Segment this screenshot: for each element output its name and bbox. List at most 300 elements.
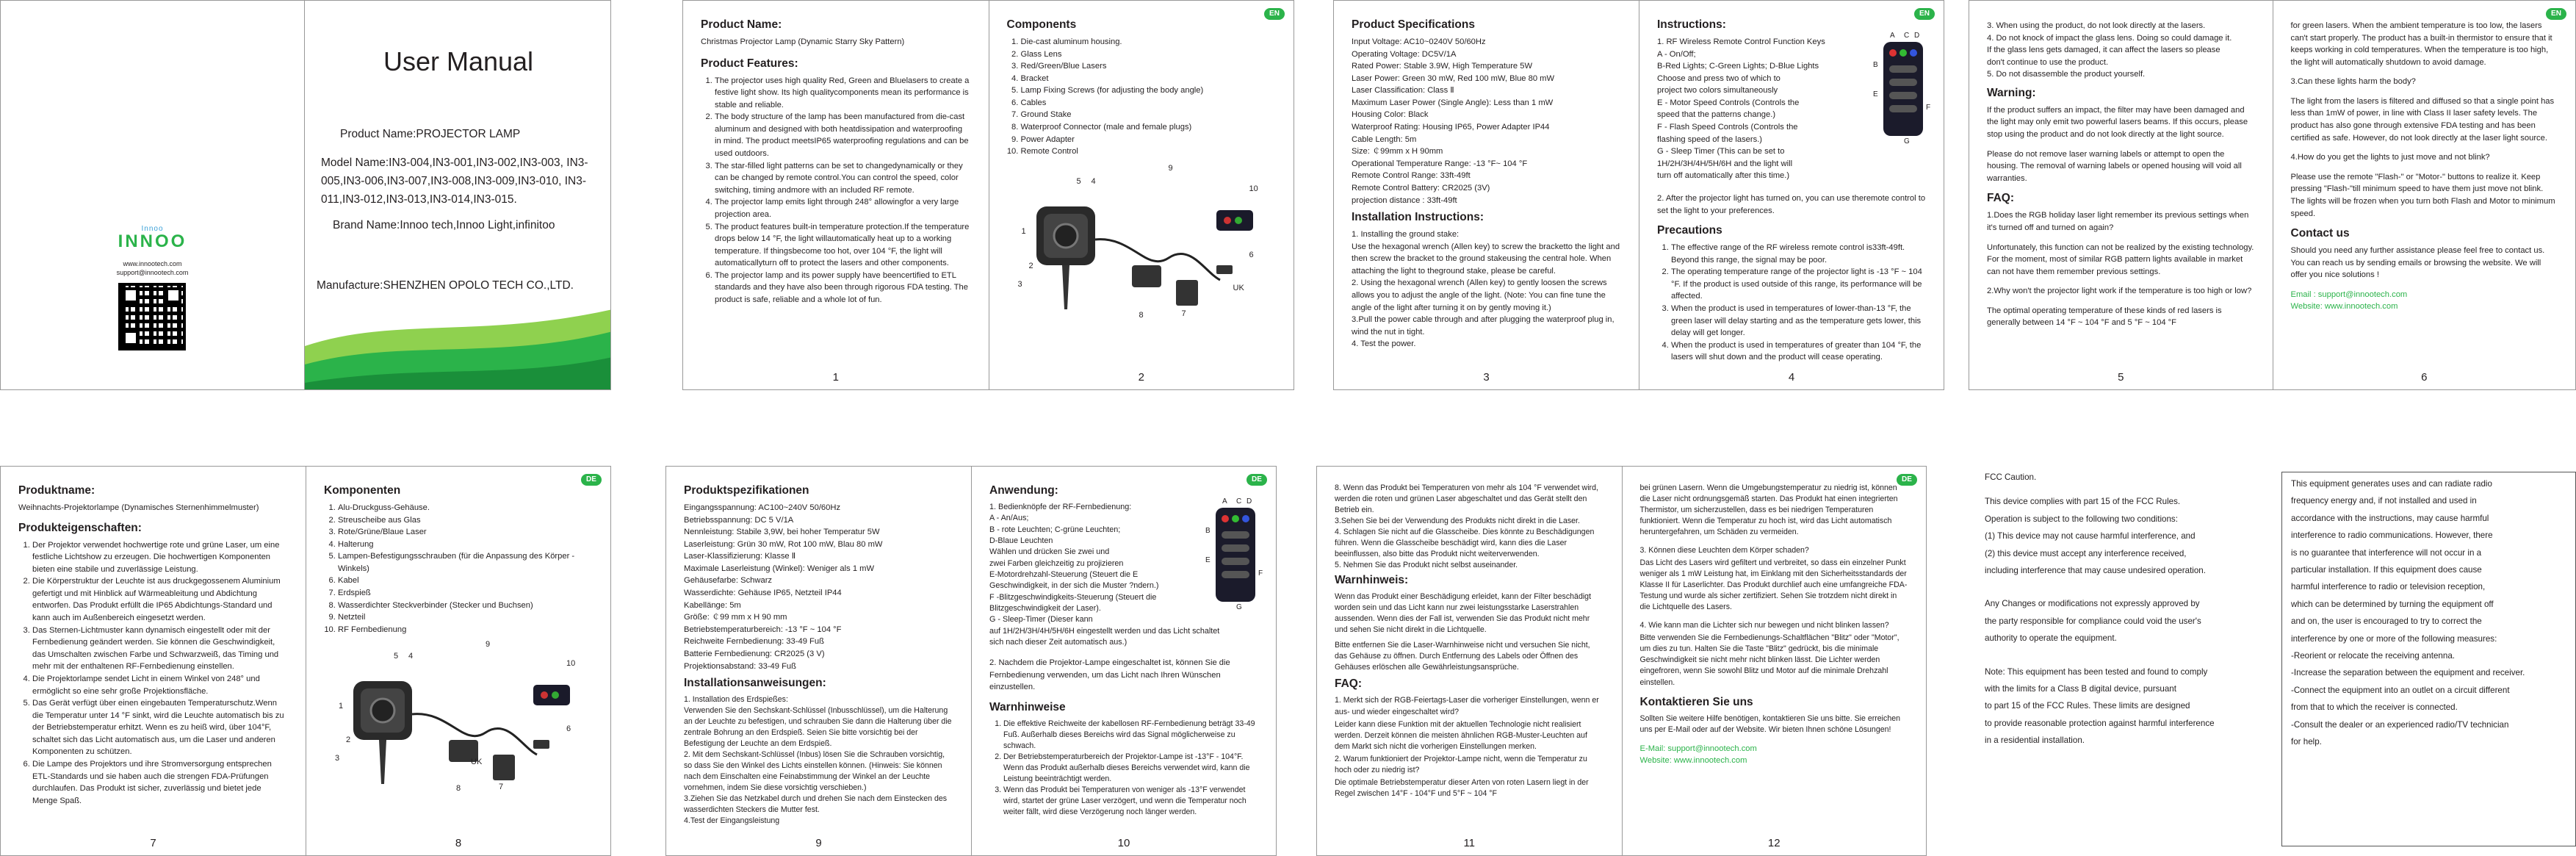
component-item: 1. Die-cast aluminum housing. <box>1021 36 1277 48</box>
language-badge: DE <box>581 474 602 486</box>
install-line: 1. Installation des Erdspießes: <box>684 695 788 705</box>
instruction-line: 1. Bedienknöpfe der RF-Fernbedienung: <box>989 503 1132 511</box>
feature-item: 3. Das Sternen-Lichtmuster kann dynamisch eingestellt oder mit der Fernbedienung geändert werden. Sie können die Geschwindigkeit, das Umschalten zwischen Farbe und Schwarzweiß, das Timing und mehr mit der enthaltenen RF-Fernbedienung einstellen. <box>32 625 288 673</box>
remote-button-icon <box>1222 531 1249 539</box>
figure-callout: 2 <box>1028 261 1033 270</box>
cover-green-wave-decoration <box>305 295 611 390</box>
remote-button-icon <box>1222 571 1249 578</box>
instruction-line: G - Sleep Timer (This can be set to <box>1657 147 1785 157</box>
remote-label: G <box>1236 603 1242 611</box>
remote-control-illustration <box>1205 496 1264 614</box>
contact-website[interactable]: Website: www.innootech.com <box>1639 756 1747 766</box>
component-item: 9. Power Adapter <box>1021 134 1277 146</box>
cover-title: User Manual <box>383 46 534 76</box>
remote-label: C <box>1904 32 1910 40</box>
safety-line: 4. Do not knock of impact the glass lens. Doing so could damage it. <box>1987 33 2232 43</box>
faq-answer-continued: for green lasers. When the ambient temperature is too low, the lasers can't start properly. The product has a built-in thermistor to ensure that it keeps working in cold temperatures. When the temperature is too high, the light will automatically shutdown to avoid damage. <box>2290 21 2552 67</box>
page-number: 11 <box>1463 837 1476 849</box>
component-item: 3. Rote/Grüne/Blaue Laser <box>338 526 593 539</box>
spec-line: Kabellänge: 5m <box>684 600 741 610</box>
language-badge: DE <box>1246 474 1267 486</box>
spec-line: Betriebsspannung: DC 5 V/1A <box>684 515 794 525</box>
component-item: 6. Kabel <box>338 575 593 587</box>
cover-model-name: Model Name:IN3-004,IN3-001,IN3-002,IN3-003, IN3-005,IN3-006,IN3-007,IN3-008,IN3-009,IN3-010, IN3-011,IN3-012,IN3-013,IN3-014,IN3-015. <box>321 157 588 206</box>
remote-label: B <box>1205 527 1211 535</box>
figure-callout: 10 <box>1249 184 1258 193</box>
instruction-line: project two colors simultaneously <box>1657 86 1778 96</box>
spec-line: Größe: ￠99 mm x H 90 mm <box>684 613 787 622</box>
spec-line: Laser-Klassifizierung: Klasse Ⅱ <box>684 552 796 561</box>
de-sheet-2 <box>665 466 1277 856</box>
feature-item: 2. Die Körperstruktur der Leuchte ist aus druckgegossenem Aluminium gefertigt und mit Hinblick auf Wärmeableitung und Abdichtung entworfen. Das Produkt erfüllt die IP65 Abdichtungs-Standard und kann auch im Außenbereich eingesetzt werden. <box>32 575 288 624</box>
en-sheet-2 <box>1333 0 1944 390</box>
instruction-line: A - On/Off; <box>1657 49 1696 59</box>
precaution-item: 1. Die effektive Reichweite der kabellosen RF-Fernbedienung beträgt 33-49 Fuß. Außerhalb dieses Bereichs wird das Signal möglicherweise zu schwach. <box>1003 719 1258 752</box>
fcc-left-sheet <box>1969 466 2266 856</box>
fcc-line: the party responsible for compliance could void the user's <box>1985 616 2201 626</box>
instruction-line: Blitzgeschwindigkeit der Laser). <box>989 603 1101 613</box>
component-item: 3. Red/Green/Blue Lasers <box>1021 60 1277 73</box>
language-badge: EN <box>2546 8 2566 20</box>
faq-heading: FAQ: <box>1987 192 2015 205</box>
contact-website[interactable]: Website: www.innootech.com <box>2290 302 2398 312</box>
component-item: 1. Alu-Druckguss-Gehäuse. <box>338 502 593 514</box>
instruction-line: sich nach dieser Zeit automatisch aus.) <box>989 637 1128 647</box>
feature-item: 5. The product features built-in temperature protection.If the temperature drops below 14 °F, the light willautomatically heat up to a working temperature. If thingsbecome too hot, over 104 °F, the light will automaticallyturn off to protect the lasers and other components. <box>715 221 971 270</box>
components-heading: Komponenten <box>324 484 401 497</box>
en-sheet-3 <box>1969 0 2576 390</box>
figure-callout: 7 <box>499 783 504 792</box>
de-page-9 <box>666 467 971 855</box>
fcc-line: -Consult the dealer or an experienced radio/TV technician <box>2291 719 2509 730</box>
install-line: 2. Using the hexagonal wrench (Allen key) to gently loosen the screws allows you to adjust the angle of the light. (Note: You can fine tune the angle of the light after turning it on by gently moving it.) <box>1352 278 1607 312</box>
page-number: 12 <box>1767 837 1781 849</box>
precaution-item: 2. The operating temperature range of the projector light is -13 °F ~ 104 °F. If the product is used outside of this range, its performance will be affected. <box>1671 266 1926 303</box>
figure-callout: 3 <box>335 754 340 763</box>
faq-answer: The optimal operating temperature of these kinds of red lasers is generally between 14 °F ~ 104 °F and 5 °F ~ 104 °F <box>1987 306 2222 328</box>
safety-line: 3.Sehen Sie bei der Verwendung des Produkts nicht direkt in die Laser. <box>1335 517 1580 526</box>
install-list <box>684 694 953 827</box>
instruction-line: 1. RF Wireless Remote Control Function Keys <box>1657 37 1825 46</box>
spec-line: Betriebstemperaturbereich: -13 °F ~ 104 °F <box>684 625 842 634</box>
component-item: 8. Waterproof Connector (male and female plugs) <box>1021 121 1277 134</box>
innoo-logo <box>1 225 304 251</box>
contact-email[interactable]: Email : support@innootech.com <box>2290 289 2408 299</box>
faq-question: 1. Merkt sich der RGB-Feiertags-Laser die vorheriger Einstellungen, wenn er aus- und wieder eingeschaltet wird? <box>1335 696 1599 716</box>
remote-body <box>1216 508 1255 602</box>
spec-list <box>684 502 953 672</box>
instructions-heading: Anwendung: <box>989 484 1058 497</box>
uk-plug-label: UK <box>471 758 483 767</box>
spec-line: projection distance : 33ft-49ft <box>1352 195 1457 205</box>
page-number: 9 <box>815 837 822 849</box>
remote-label: F <box>1258 569 1263 578</box>
safety-line: 8. Wenn das Produkt bei Temperaturen von mehr als 104 °F verwendet wird, werden die roten und grünen Laser abgeschaltet und das Gerät stellt den Betrieb ein. <box>1335 483 1598 515</box>
contact-heading: Kontaktieren Sie uns <box>1639 695 1753 708</box>
instruction-line: speed that the patterns change.) <box>1657 110 1776 120</box>
figure-callout: 5 <box>394 652 399 661</box>
faq-question: 3.Can these lights harm the body? <box>2290 77 2416 87</box>
remote-button-icon <box>1899 49 1907 57</box>
faq-answer: The light from the lasers is filtered and diffused so that a single point has less than 1mW of power, in line with Class II laser safety levels. The product has also gone through extensive FDA testing and has been certified as safe. However, do not look directly at the laser light source. <box>2290 96 2555 143</box>
faq-answer: Leider kann diese Funktion mit der aktuellen Technologie nicht realisiert werden. Derzeit können die meisten ähnlichen RGB-Muster-Leuchten auf dem Markt sich nicht die vorherigen Einstellungen merken. <box>1335 719 1587 751</box>
figure-callout: 9 <box>1168 163 1173 173</box>
feature-item: 4. The projector lamp emits light through 248° allowingfor a very large projection area. <box>715 196 971 220</box>
spec-line: Laser Classification: Class Ⅱ <box>1352 86 1454 96</box>
fcc-line: frequency energy and, if not installed and used in <box>2291 496 2477 506</box>
page-number: 1 <box>832 371 839 384</box>
figure-callout: 8 <box>1139 310 1144 320</box>
precaution-item: 1. The effective range of the RF wireless remote control is33ft-49ft. Beyond this range, the signal may be poor. <box>1671 242 1926 266</box>
instruction-line: D-Blaue Leuchten <box>989 536 1053 545</box>
instruction-line: turn off automatically after this time.) <box>1657 171 1790 181</box>
component-item: 9. Netzteil <box>338 611 593 624</box>
fcc-line: (2) this device must accept any interference received, <box>1985 548 2187 558</box>
features-list <box>701 75 971 306</box>
safety-items <box>1987 20 2255 81</box>
remote-label: C <box>1236 497 1242 506</box>
fcc-line: for help. <box>2291 737 2322 747</box>
fcc-line: with the limits for a Class B digital device, pursuant <box>1985 684 2176 694</box>
fcc-line: -Connect the equipment into an outlet on a circuit different <box>2291 685 2510 695</box>
figure-callout: 2 <box>346 735 351 745</box>
page-number: 7 <box>150 837 156 849</box>
component-item: 7. Ground Stake <box>1021 109 1277 121</box>
remote-label: E <box>1873 90 1878 98</box>
de-page-12 <box>1622 467 1927 855</box>
cover-sheet <box>0 0 611 390</box>
fcc-line: harmful interference to radio or television reception, <box>2291 582 2486 592</box>
remote-button-icon <box>1889 49 1897 57</box>
instruction-line: flashing speed of the lasers.) <box>1657 134 1763 144</box>
spec-heading: Product Specifications <box>1352 18 1475 31</box>
component-item: 8. Wasserdichter Steckverbinder (Stecker und Buchsen) <box>338 600 593 612</box>
en-sheet-1 <box>682 0 1294 390</box>
spec-line: Reichweite Fernbedienung: 33-49 Fuß <box>684 637 824 647</box>
page-number: 5 <box>2118 371 2124 384</box>
remote-label: G <box>1904 137 1910 145</box>
cover-front-panel <box>304 1 611 390</box>
warning-text: Bitte entfernen Sie die Laser-Warnhinweise nicht und versuchen Sie nicht, das Gehäuse zu öffnen. Durch Entfernung des Labels oder Öffnen des Gehäuses erlöschen alle Gewährleistungsansprüche. <box>1335 641 1590 672</box>
product-name-heading: Product Name: <box>701 18 782 31</box>
safety-line: 3. When using the product, do not look directly at the lasers. <box>1987 21 2206 30</box>
warning-text: Wenn das Produkt einer Beschädigung erleidet, kann der Filter beschädigt worden sein und das Licht kann nur zwei leistungsstarke Laserstrahlen aussenden. Wenn dies der Fall ist, verwenden Sie das Produkt nicht mehr und sehen Sie nicht direkt in die Lichtquelle. <box>1335 592 1592 635</box>
feature-item: 5. Das Gerät verfügt über einen eingebauten Temperaturschutz.Wenn die Temperatur unter 14 °F sinkt, wird die Leuchte automatisch bis zu der Betriebstemperatur erhitzt. Wenn es zu heiß wird, über 104°F, schaltet sich das Licht automatisch aus, um die Laser und anderen Komponenten zu schützen. <box>32 697 288 758</box>
after-turn-on-text: 2. After the projector light has turned on, you can use theremote control to set the light to your preferences. <box>1657 193 1926 215</box>
figure-callout: 1 <box>339 702 344 711</box>
spec-line: Cable Length: 5m <box>1352 134 1417 144</box>
page-number: 3 <box>1483 371 1490 384</box>
spec-line: Remote Control Battery: CR2025 (3V) <box>1352 183 1490 193</box>
remote-button-icon <box>1910 49 1917 57</box>
cover-manufacturer: Manufacture:SHENZHEN OPOLO TECH CO.,LTD. <box>317 279 574 292</box>
features-heading: Produkteigenschaften: <box>18 521 142 534</box>
remote-button-icon <box>1232 515 1239 522</box>
instruction-line: Wählen und drücken Sie zwei und <box>989 547 1110 557</box>
spec-line: Nennleistung: Stabile 3,9W, bei hoher Temperatur 5W <box>684 528 880 537</box>
feature-item: 4. Die Projektorlampe sendet Licht in einem Winkel von 248° und ermöglicht so eine sehr große Projektionsfläche. <box>32 673 288 697</box>
en-page-4 <box>1639 1 1944 389</box>
spec-line: Operating Voltage: DC5V/1A <box>1352 49 1457 59</box>
fcc-line: interference to radio communications. However, there <box>2291 530 2493 541</box>
warning-text: Please do not remove laser warning labels or attempt to open the housing. The removal of warning labels or opened housing will void all warranties. <box>1987 149 2242 183</box>
install-heading: Installationsanweisungen: <box>684 677 826 690</box>
after-turn-on-text: 2. Nachdem die Projektor-Lampe eingeschaltet ist, können Sie die Fernbedienung verwenden, um das Licht nach Ihren Wünschen einzustellen. <box>989 658 1230 692</box>
fcc-line: Any Changes or modifications not expressly approved by <box>1985 599 2200 609</box>
page-number: 8 <box>455 837 462 849</box>
instruction-line: B-Red Lights; C-Green Lights; D-Blue Lights <box>1657 62 1819 71</box>
remote-label: D <box>1246 497 1252 506</box>
faq-answer: Please use the remote "Flash-" or "Motor-" buttons to realize it. Keep pressing "Flash-"till minimum speed to have them just move not blink. The lights will be frozen when you turn both Flash and Motor to minimum speed. <box>2290 172 2555 218</box>
spec-line: Laserleistung: Grün 30 mW, Rot 100 mW, Blau 80 mW <box>684 539 883 549</box>
de-page-11 <box>1317 467 1622 855</box>
figure-callout: 6 <box>566 724 571 734</box>
fcc-right-text <box>2291 475 2566 751</box>
figure-callout: 1 <box>1021 226 1026 236</box>
safety-line: 4. Schlagen Sie nicht auf die Glasscheibe. Dies könnte zu Beschädigungen führen. Wenn die Glasscheibe beschädigt wird, kann dies die Laser beeinflussen, also bitte das Produkt nicht weiterverwenden. <box>1335 528 1595 559</box>
product-components-figure <box>1007 162 1277 320</box>
product-name-text: Christmas Projector Lamp (Dynamic Starry Sky Pattern) <box>701 37 905 46</box>
fcc-line: authority to operate the equipment. <box>1985 633 2117 644</box>
qr-code <box>118 283 186 350</box>
en-page-3 <box>1334 1 1639 389</box>
components-heading: Components <box>1006 18 1077 31</box>
component-item: 2. Glass Lens <box>1021 48 1277 61</box>
spec-line: Operational Temperature Range: -13 °F~ 104 °F <box>1352 159 1528 168</box>
faq-heading: FAQ: <box>1335 677 1363 691</box>
fcc-line: (1) This device may not cause harmful interference, and <box>1985 531 2196 542</box>
instruction-line: E - Motor Speed Controls (Controls the <box>1657 98 1800 107</box>
spec-line: Gehäusefarbe: Schwarz <box>684 576 773 586</box>
cover-product-name: Product Name:PROJECTOR LAMP <box>340 128 521 140</box>
fcc-line: This equipment generates uses and can radiate radio <box>2291 479 2492 489</box>
remote-label: A <box>1890 32 1895 40</box>
de-sheet-3 <box>1316 466 1927 856</box>
projector-illustration <box>339 644 588 794</box>
spec-line: Projektionsabstand: 33-49 Fuß <box>684 661 796 671</box>
figure-callout: 8 <box>456 784 461 794</box>
cover-brand-name: Brand Name:Innoo tech,Innoo Light,infinitoo <box>333 219 555 231</box>
de-page-10 <box>971 467 1276 855</box>
faq-question: 2.Why won't the projector light work if the temperature is too high or low? <box>1987 287 2252 296</box>
fcc-right-sheet <box>2281 472 2576 846</box>
component-item: 7. Erdspieß <box>338 587 593 600</box>
components-list <box>324 502 593 636</box>
spec-list <box>1352 36 1621 206</box>
safety-line: don't continue to use the product. <box>1987 57 2109 67</box>
spec-line: Wasserdichte: Gehäuse IP65, Netzteil IP44 <box>684 589 842 598</box>
page-number: 2 <box>1138 371 1144 384</box>
safety-items <box>1335 483 1604 571</box>
safety-line: 5. Nehmen Sie das Produkt nicht selbst auseinander. <box>1335 561 1518 570</box>
warning-text: If the product suffers an impact, the filter may have been damaged and the light may only emit two powerful lasers beams. If this occurs, please stop using the product and do not look directly at the light source. <box>1987 105 2248 140</box>
component-item: 4. Bracket <box>1021 73 1277 85</box>
features-heading: Product Features: <box>701 57 798 70</box>
component-item: 6. Cables <box>1021 97 1277 109</box>
install-line: Verwenden Sie den Sechskant-Schlüssel (Inbusschlüssel), um die Halterung an der Leuchte zu befestigen, und schrauben Sie dann die Halterung über die zentrale Bohrung an den Erdspieß. Seien Sie bitte vorsichtig bei der Befestigung der Leuchte an dem Erdspieß. <box>684 706 952 749</box>
fcc-line: This device complies with part 15 of the FCC Rules. <box>1985 497 2181 507</box>
remote-button-icon <box>1222 558 1249 565</box>
spec-line: Waterproof Rating: Housing IP65, Power Adapter IP44 <box>1352 123 1550 132</box>
remote-button-icon <box>1222 544 1249 552</box>
spec-line: Laser Power: Green 30 mW, Red 100 mW, Blue 80 mW <box>1352 73 1555 83</box>
component-item: 10. Remote Control <box>1021 145 1277 158</box>
contact-email[interactable]: E-Mail: support@innootech.com <box>1639 744 1757 753</box>
install-list <box>1352 229 1621 350</box>
faq-answer: Die optimale Betriebstemperatur dieser Arten von roten Lasern liegt in der Regel zwischen 14°F - 104°F und 5°F ~ 104 °F <box>1335 777 1589 798</box>
cover-email: support@innootech.com <box>116 269 189 276</box>
component-item: 5. Lampen-Befestigungsschrauben (für die Anpassung des Körper -Winkels) <box>338 550 593 575</box>
install-line: 3.Pull the power cable through and after plugging the waterproof plug in, wind the nut in tight. <box>1352 315 1614 337</box>
fcc-line: -Increase the separation between the equipment and receiver. <box>2291 668 2525 678</box>
figure-callout: 4 <box>408 652 414 661</box>
spec-line: Size: ￠99mm x H 90mm <box>1352 147 1443 157</box>
qr-corner-icon <box>165 287 181 303</box>
fcc-line: to part 15 of the FCC Rules. These limits are designed <box>1985 701 2190 711</box>
en-page-2 <box>989 1 1294 389</box>
fcc-line: and on, the user is encouraged to try to correct the <box>2291 616 2482 627</box>
faq-answer: Das Licht des Lasers wird gefiltert und verbreitet, so dass ein einzelner Punkt weniger als 1 mW Leistung hat, im Einklang mit den Sicherheitsstandards der Klasse II für Laserlichter. Das Produkt durchlief auch eine umfangreiche FDA-Testung und wurde als sicher zertifiziert. Sehen Sie trotzdem nicht direkt in die Lichtquelle des Lasers. <box>1639 558 1908 612</box>
feature-item: 6. The projector lamp and its power supply have beencertified to ETL standards and they have also been through rigorous FDA testing. The product is safe, reliable and a whole lot of fun. <box>715 270 971 306</box>
instruction-line: F - Flash Speed Controls (Controls the <box>1657 123 1798 132</box>
faq-answer-continued: bei grünen Lasern. Wenn die Umgebungstemperatur zu niedrig ist, können die Laser nicht ordnungsgemäß starten. Das Produkt hat einen integrierten Thermistor, um sicherzustellen, dass es bei niedrigen Temperaturen funktioniert. Wenn die Temperatur zu hoch ist, wird das Licht automatisch heruntergefahren, um Schäden zu vermeiden. <box>1639 483 1898 537</box>
page-number: 10 <box>1117 837 1130 849</box>
contact-text: Should you need any further assistance please feel free to contact us. You can reach us by sending emails or browsing the website. We will offer you nice solutions ! <box>2290 246 2545 280</box>
faq-question: 4. Wie kann man die Lichter sich nur bewegen und nicht blinken lassen? <box>1639 621 1889 630</box>
remote-button-icon <box>1242 515 1249 522</box>
install-heading: Installation Instructions: <box>1352 211 1484 224</box>
figure-callout: 10 <box>566 659 576 669</box>
de-sheet-1 <box>0 466 611 856</box>
components-list <box>1007 36 1277 158</box>
remote-button-icon <box>1889 65 1917 73</box>
precautions-list <box>1657 242 1926 364</box>
figure-callout: 9 <box>486 640 491 650</box>
install-line: 3.Ziehen Sie das Netzkabel durch und drehen Sie nach dem Einstecken des wasserdichten Steckers die Mutter fest. <box>684 794 948 815</box>
uk-plug-label: UK <box>1233 283 1244 292</box>
instruction-line: E-Motordrehzahl-Steuerung (Steuert die E <box>989 569 1139 579</box>
language-badge: EN <box>1264 8 1285 20</box>
remote-button-icon <box>1889 92 1917 99</box>
fcc-line: in a residential installation. <box>1985 735 2085 746</box>
logo-small-text: Innoo <box>141 225 164 233</box>
install-line: 2. Mit dem Sechskant-Schlüssel (Inbus) lösen Sie die Schrauben vorsichtig, so dass Sie den Winkel des Lichts einstellen können. (Hinweis: Sie können nach dem Einschalten eine Feinabstimmung der Winkel an der Leuchte vornehmen, indem Sie diese vorsichtig verschieben.) <box>684 750 945 793</box>
fcc-left-text <box>1985 469 2250 749</box>
precautions-heading: Warnhinweise <box>989 701 1066 713</box>
product-name-text: Weihnachts-Projektorlampe (Dynamisches Sternenhimmelmuster) <box>18 503 259 512</box>
remote-body <box>1883 42 1923 136</box>
spec-line: Batterie Fernbedienung: CR2025 (3 V) <box>684 649 825 658</box>
page-number: 4 <box>1788 371 1795 384</box>
spec-line: Rated Power: Stable 3.9W, High Temperature 5W <box>1352 62 1533 71</box>
spec-heading: Produktspezifikationen <box>684 484 809 497</box>
qr-corner-icon <box>123 287 139 303</box>
remote-label: F <box>1926 104 1931 112</box>
language-badge: EN <box>1914 8 1935 20</box>
faq-question: 4.How do you get the lights to just move and not blink? <box>2290 153 2490 162</box>
figure-callout: 6 <box>1249 250 1254 259</box>
precaution-item: 2. Der Betriebstemperaturbereich der Projektor-Lampe ist -13°F - 104°F. Wenn das Produkt außerhalb dieses Bereichs verwendet wird, kann die Leistung beeinträchtigt werden. <box>1003 752 1258 785</box>
fcc-line: Note: This equipment has been tested and found to comply <box>1985 666 2208 677</box>
install-line: 4.Test der Eingangsleistung <box>684 816 780 826</box>
fcc-line: is no guarantee that interference will not occur in a <box>2291 547 2482 558</box>
de-page-8 <box>306 467 610 855</box>
fcc-line: accordance with the instructions, may cause harmful <box>2291 513 2489 523</box>
fcc-line: including interference that may cause undesired operation. <box>1985 566 2206 576</box>
en-page-1 <box>683 1 989 389</box>
en-page-6 <box>2273 1 2576 389</box>
remote-label: E <box>1205 556 1211 564</box>
product-name-heading: Produktname: <box>18 484 95 497</box>
warning-heading: Warnhinweis: <box>1335 574 1409 587</box>
feature-item: 1. The projector uses high quality Red, Green and Bluelasers to create a festive light show. Its high qualitycomponents mean its performance is stable and reliable. <box>715 75 971 112</box>
instruction-line: Geschwindigkeit, in der sich die Muster ?ndern.) <box>989 581 1159 591</box>
safety-line: 5. Do not disassemble the product yourself. <box>1987 70 2146 79</box>
feature-item: 1. Der Projektor verwendet hochwertige rote und grüne Laser, um eine festliche Lichtshow zu erzeugen. Die hochwertigen Komponenten bieten eine stabile und zuverlässige Leistung. <box>32 539 288 576</box>
spec-line: Remote Control Range: 33ft-49ft <box>1352 171 1471 181</box>
instruction-line: Choose and press two of which to <box>1657 73 1781 83</box>
faq-question: 1.Does the RGB holiday laser light remember its previous settings when it's turned off and turned on again? <box>1987 211 2249 232</box>
install-line: 4. Test the power. <box>1352 339 1416 349</box>
fcc-line: FCC Caution. <box>1985 472 2037 482</box>
component-item: 10. RF Fernbedienung <box>338 624 593 636</box>
faq-answer: Unfortunately, this function can not be realized by the existing technology. For the moment, most of similar RGB pattern lights available in market can not have them remember previous settings. <box>1987 242 2254 276</box>
figure-callout: 4 <box>1091 176 1096 186</box>
cover-website: www.innootech.com <box>123 260 182 267</box>
component-item: 2. Streuscheibe aus Glas <box>338 514 593 527</box>
language-badge: DE <box>1897 474 1917 486</box>
feature-item: 2. The body structure of the lamp has been manufactured from die-cast aluminum and designed with both heatdissipation and waterproofing in mind. The product meetsIP65 waterproofing regulations and can be used outdoors. <box>715 111 971 159</box>
projector-illustration <box>1022 170 1271 317</box>
instruction-line: F -Blitzgeschwindigkeits-Steuerung (Steuert die <box>989 592 1157 602</box>
fcc-line: particular installation. If this equipment does cause <box>2291 565 2482 575</box>
fcc-line: Operation is subject to the following two conditions: <box>1985 514 2178 524</box>
contact-text: Sollten Sie weitere Hilfe benötigen, kontaktieren Sie uns bitte. Sie erreichen uns per E-Mail oder auf der Website. Wir bieten Ihnen schöne Lösungen! <box>1639 713 1901 734</box>
figure-callout: 3 <box>1017 279 1022 289</box>
remote-button-icon <box>1889 105 1917 112</box>
cover-back-panel <box>1 1 304 389</box>
remote-control-illustration <box>1873 30 1932 148</box>
spec-line: Housing Color: Black <box>1352 110 1429 120</box>
features-list <box>18 539 288 808</box>
remote-button-icon <box>1222 515 1229 522</box>
install-line: Use the hexagonal wrench (Allen key) to screw the bracketto the light and then screw the bracket to the ground stakeusing the central hole. When attaching the light to theground stake, please be careful. <box>1352 242 1620 276</box>
warning-heading: Warning: <box>1987 86 2036 99</box>
faq-question: 3. Können diese Leuchten dem Körper schaden? <box>1639 546 1809 555</box>
precautions-heading: Precautions <box>1657 224 1722 237</box>
instruction-line: zwei Farben gleichzeitig zu projizieren <box>989 558 1124 568</box>
remote-label: A <box>1222 497 1227 506</box>
figure-callout: 7 <box>1181 309 1186 318</box>
component-item: 4. Halterung <box>338 539 593 551</box>
fcc-line: which can be determined by turning the equipment off <box>2291 599 2494 609</box>
spec-line: Eingangsspannung: AC100~240V 50/60Hz <box>684 503 841 512</box>
spec-line: Input Voltage: AC10~0240V 50/60Hz <box>1352 37 1486 46</box>
instruction-line: G - Sleep-Timer (Dieser kann <box>989 615 1093 625</box>
figure-callout: 5 <box>1076 176 1081 186</box>
faq-question: 2. Warum funktioniert der Projektor-Lampe nicht, wenn die Temperatur zu hoch oder zu niedrig ist? <box>1335 754 1587 774</box>
precaution-item: 3. When the product is used in temperatures of lower-than-13 °F, the green laser will delay starting and as the temperature gets lower, this delay will get longer. <box>1671 303 1926 339</box>
logo-big-text: INNOO <box>118 231 187 251</box>
instruction-line: 1H/2H/3H/4H/5H/6H and the light will <box>1657 159 1793 168</box>
remote-button-icon <box>1889 79 1917 86</box>
de-page-7 <box>1 467 306 855</box>
install-line: 1. Installing the ground stake: <box>1352 230 1460 240</box>
instructions-heading: Instructions: <box>1657 18 1726 31</box>
fcc-line: to provide reasonable protection against harmful interference <box>1985 718 2215 728</box>
instruction-line: B - rote Leuchten; C-grüne Leuchten; <box>989 525 1121 534</box>
feature-item: 3. The star-filled light patterns can be set to changedynamically or they can be changed by remote control.You can control the speed, color switching, timing andmore with an included RF remote. <box>715 160 971 197</box>
